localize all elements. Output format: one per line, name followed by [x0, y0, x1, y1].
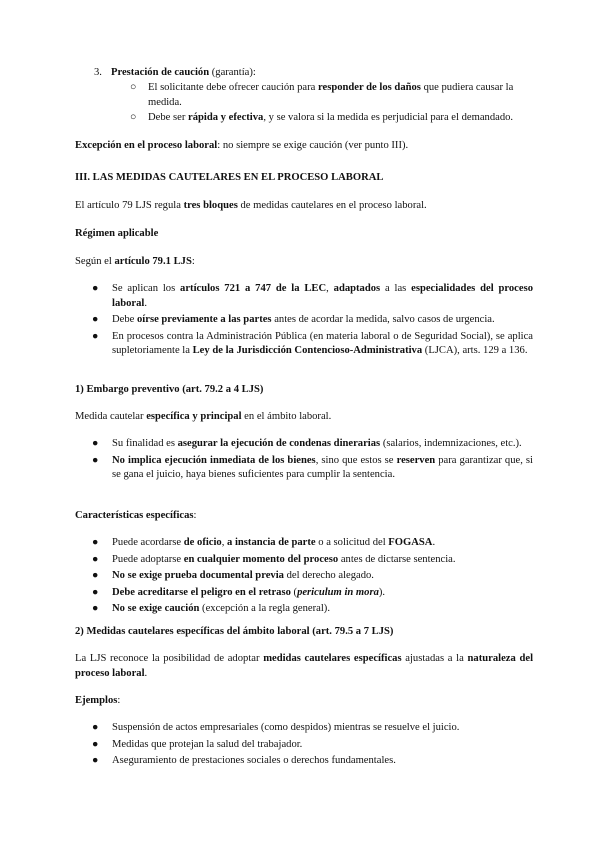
circle-bullet-icon: ○	[130, 112, 137, 124]
bullet-icon: ●	[92, 603, 99, 615]
list-item: ● No se exige prueba documental previa del derecho alegado.	[75, 569, 533, 584]
circle-bullet-icon: ○	[130, 82, 137, 93]
bullet-icon: ●	[92, 553, 99, 565]
list-item: ● Su finalidad es asegurar la ejecución de condenas dinerarias (salarios, indemnizaciones, etc.).	[75, 437, 533, 452]
bullet-icon: ●	[92, 454, 99, 466]
paragraph: Medida cautelar específica y principal en el ámbito laboral.	[75, 411, 332, 422]
list-item: ● Debe oírse previamente a las partes antes de acordar la medida, salvo casos de urgencia.	[75, 313, 533, 328]
list-item: ● Se aplican los artículos 721 a 747 de la LEC, adaptados a las especialidades del proceso laboral.	[92, 283, 533, 309]
item-number: 3.	[94, 67, 102, 78]
list-item: ○ El solicitante debe ofrecer caución para responder de los daños que pudiera causar la medida.	[130, 82, 514, 108]
subsection-heading: Características específicas:	[75, 510, 197, 521]
bullet-icon: ●	[92, 570, 99, 582]
ejemplos-list	[75, 721, 533, 771]
list-item: ● En procesos contra la Administración Pública (en materia laboral o de Seguridad Social), se aplica supletoriamente la Ley de la Jurisdicción Contencioso-Administrativa (LJCA), arts. 129 a 136.	[92, 330, 533, 357]
bullet-icon: ●	[92, 738, 99, 750]
section-heading: III. LAS MEDIDAS CAUTELARES EN EL PROCESO LABORAL	[75, 172, 384, 183]
list-item: ● Suspensión de actos empresariales (como despidos) mientras se resuelve el juicio.	[75, 721, 533, 736]
bullet-icon: ●	[92, 438, 99, 449]
bullet-icon: ●	[92, 537, 99, 548]
caution-sublist	[130, 81, 533, 127]
list-item: ● Puede adoptarse en cualquier momento del proceso antes de dictarse sentencia.	[75, 553, 533, 568]
list-item: ● No se exige caución (excepción a la regla general).	[75, 602, 533, 617]
list-item: ● Aseguramiento de prestaciones sociales o derechos fundamentales.	[75, 754, 533, 769]
caracteristicas-list	[75, 536, 533, 619]
bullet-icon: ●	[92, 722, 99, 733]
subsection-heading: 2) Medidas cautelares específicas del ámbito laboral (art. 79.5 a 7 LJS)	[75, 626, 394, 637]
exception-paragraph: Excepción en el proceso laboral: no siempre se exige caución (ver punto III).	[75, 140, 409, 151]
list-item: ● Medidas que protejan la salud del trabajador.	[75, 738, 533, 753]
numbered-item-3	[94, 66, 533, 81]
subsection-heading: Régimen aplicable	[75, 228, 159, 239]
bullet-icon: ●	[92, 330, 99, 342]
regimen-list	[75, 282, 533, 361]
list-item: ○ Debe ser rápida y efectiva, y se valora si la medida es perjudicial para el demandado.	[130, 111, 533, 126]
list-item: ● No implica ejecución inmediata de los bienes, sino que estos se reserven para garantizar que, si se gana el juicio, haya bienes suficientes para cumplir la sentencia.	[92, 454, 533, 481]
bullet-icon: ●	[92, 755, 99, 767]
item-title: Prestación de caución (garantía):	[111, 67, 256, 78]
bullet-icon: ●	[92, 314, 99, 326]
subsection-heading: 1) Embargo preventivo (art. 79.2 a 4 LJS)	[75, 384, 264, 395]
list-item: ● Debe acreditarse el peligro en el retraso (periculum in mora).	[75, 586, 533, 601]
bullet-icon: ●	[92, 586, 99, 598]
subsection-heading: Ejemplos:	[75, 695, 121, 706]
paragraph: Según el artículo 79.1 LJS:	[75, 256, 195, 267]
intro-paragraph: El artículo 79 LJS regula tres bloques de medidas cautelares en el proceso laboral.	[75, 200, 427, 211]
embargo-list	[75, 437, 533, 485]
bullet-icon: ●	[92, 283, 99, 294]
list-item: ● Puede acordarse de oficio, a instancia de parte o a solicitud del FOGASA.	[75, 536, 533, 551]
paragraph: La LJS reconoce la posibilidad de adoptar medidas cautelares específicas ajustadas a la naturaleza del proceso laboral.	[75, 653, 534, 679]
